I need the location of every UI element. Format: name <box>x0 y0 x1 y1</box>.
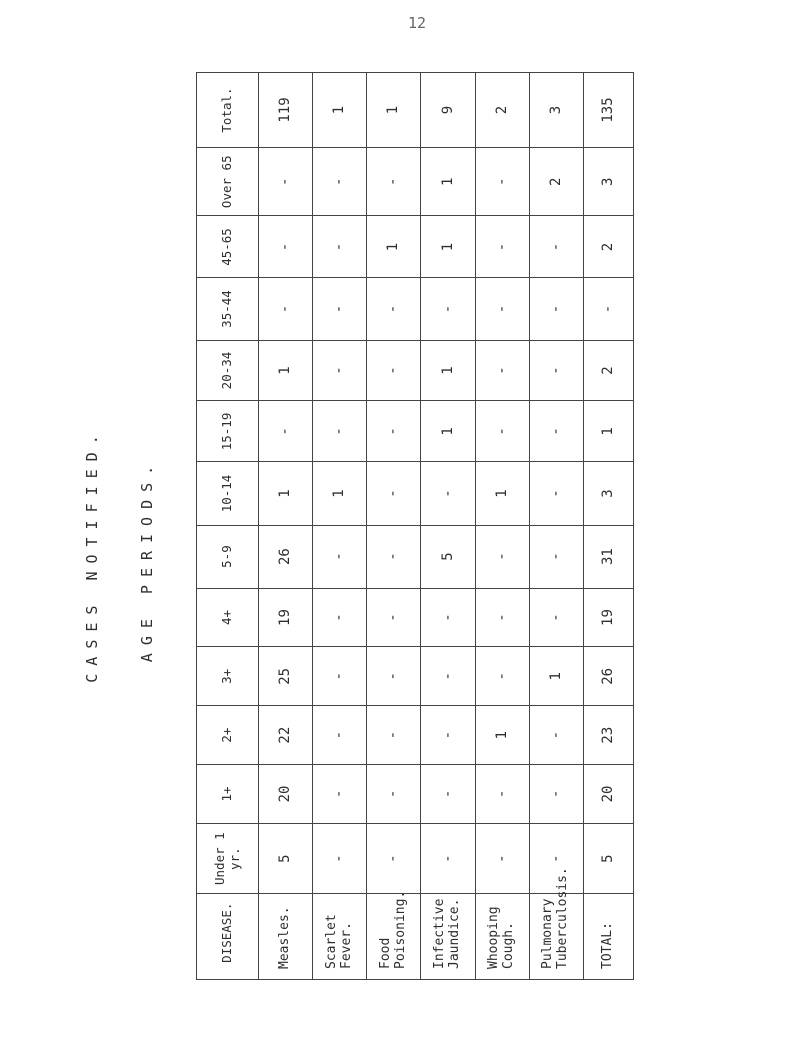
value-cell <box>475 148 529 216</box>
value-cell <box>367 73 421 148</box>
value-text: - <box>331 613 348 622</box>
value-cell <box>421 216 475 278</box>
column-header: 45-65 <box>197 216 259 278</box>
value-cell <box>313 278 367 340</box>
value-cell <box>259 588 313 647</box>
value-text: 22 <box>277 726 294 744</box>
value-cell <box>475 706 529 765</box>
value-cell <box>529 525 583 588</box>
value-cell <box>313 706 367 765</box>
value-text: - <box>599 304 616 314</box>
value-text: 1 <box>277 366 294 375</box>
value-text: - <box>493 304 510 314</box>
value-cell <box>583 647 633 706</box>
value-text: - <box>439 672 456 681</box>
value-text: 2 <box>599 242 616 252</box>
value-cell <box>583 462 633 525</box>
value-text: 2 <box>493 105 510 115</box>
value-cell <box>259 148 313 216</box>
value-text: 25 <box>277 667 294 685</box>
value-cell <box>313 216 367 278</box>
value-cell <box>313 525 367 588</box>
value-text: 1 <box>385 105 402 115</box>
disease-cell: Pulmonary Tuberculosis. <box>529 894 583 980</box>
column-header: 35-44 <box>197 278 259 340</box>
value-text: 20 <box>277 785 294 803</box>
value-cell <box>529 765 583 824</box>
value-cell <box>367 706 421 765</box>
value-cell <box>421 148 475 216</box>
value-text: 1 <box>331 105 348 115</box>
value-cell <box>259 73 313 148</box>
value-text: 1 <box>439 366 456 375</box>
value-text: - <box>331 366 348 375</box>
value-cell <box>313 148 367 216</box>
value-text: - <box>385 730 402 740</box>
value-cell <box>259 340 313 401</box>
column-header: 4+ <box>197 588 259 647</box>
value-cell <box>529 148 583 216</box>
value-text: - <box>439 489 456 498</box>
value-cell <box>259 462 313 525</box>
value-text: - <box>385 489 402 498</box>
value-text: - <box>547 427 564 436</box>
value-cell <box>313 765 367 824</box>
table-container <box>196 72 634 980</box>
value-text: - <box>439 304 456 314</box>
value-text: 3 <box>547 105 564 115</box>
value-text: 2 <box>547 177 564 186</box>
value-text: 2 <box>599 366 616 375</box>
value-text: - <box>547 854 564 863</box>
value-text: - <box>493 427 510 436</box>
value-cell <box>313 647 367 706</box>
value-text: 1 <box>277 489 294 498</box>
value-cell <box>421 525 475 588</box>
value-text: - <box>493 366 510 375</box>
value-cell <box>259 706 313 765</box>
value-text: 31 <box>599 548 616 565</box>
value-cell <box>421 706 475 765</box>
value-cell <box>421 765 475 824</box>
table-row <box>313 73 367 980</box>
value-cell <box>475 765 529 824</box>
value-cell <box>367 216 421 278</box>
table-row <box>367 73 421 980</box>
disease-cell: Measles. <box>259 894 313 980</box>
value-text: 1 <box>385 242 402 252</box>
value-cell <box>475 823 529 894</box>
value-text: 23 <box>599 726 616 744</box>
value-cell <box>367 278 421 340</box>
value-text: - <box>385 177 402 186</box>
disease-cell: Scarlet Fever. <box>313 894 367 980</box>
value-cell <box>367 340 421 401</box>
value-text: - <box>547 552 564 561</box>
value-text: - <box>385 427 402 436</box>
value-text: - <box>547 613 564 622</box>
heading-age-periods-text: AGE PERIODS. <box>138 457 156 663</box>
value-cell <box>529 647 583 706</box>
value-text: 1 <box>439 427 456 436</box>
heading-cases-notified-text: CASES NOTIFIED. <box>83 427 101 683</box>
value-text: - <box>331 730 348 740</box>
value-cell <box>367 765 421 824</box>
disease-cell: Infective Jaundice. <box>421 894 475 980</box>
value-cell <box>367 525 421 588</box>
cases-table <box>196 72 634 980</box>
value-cell <box>475 401 529 462</box>
value-text: - <box>439 613 456 622</box>
value-text: - <box>493 789 510 799</box>
value-text: 3 <box>599 177 616 186</box>
disease-cell: TOTAL: <box>583 894 633 980</box>
value-text: - <box>547 730 564 740</box>
value-cell <box>583 216 633 278</box>
value-cell <box>259 765 313 824</box>
value-cell <box>583 525 633 588</box>
value-text: - <box>331 242 348 252</box>
value-text: - <box>493 672 510 681</box>
value-cell <box>583 823 633 894</box>
column-header: 3+ <box>197 647 259 706</box>
column-header: Under 1 yr. <box>197 823 259 894</box>
value-text: - <box>277 427 294 436</box>
value-cell <box>529 216 583 278</box>
value-text: - <box>547 304 564 314</box>
value-cell <box>583 401 633 462</box>
value-cell <box>583 73 633 148</box>
value-cell <box>313 823 367 894</box>
column-header: 2+ <box>197 706 259 765</box>
value-cell <box>529 73 583 148</box>
column-header: Over 65 <box>197 148 259 216</box>
value-cell <box>367 588 421 647</box>
value-cell <box>475 340 529 401</box>
value-cell <box>583 340 633 401</box>
value-cell <box>421 823 475 894</box>
value-text: 5 <box>439 552 456 561</box>
value-cell <box>313 340 367 401</box>
value-cell <box>313 462 367 525</box>
value-text: 135 <box>599 97 616 123</box>
value-text: - <box>331 177 348 186</box>
disease-cell: Whooping Cough. <box>475 894 529 980</box>
value-text: 1 <box>331 489 348 498</box>
value-text: 1 <box>439 242 456 252</box>
table-row <box>475 73 529 980</box>
value-text: 5 <box>277 854 294 863</box>
value-cell <box>421 647 475 706</box>
value-cell <box>367 148 421 216</box>
value-text: 5 <box>599 854 616 863</box>
total-row <box>583 73 633 980</box>
value-text: - <box>439 854 456 863</box>
header-row <box>197 73 259 980</box>
value-text: 26 <box>599 667 616 685</box>
value-text: 9 <box>439 105 456 115</box>
table-row <box>529 73 583 980</box>
value-cell <box>259 216 313 278</box>
value-text: 1 <box>493 489 510 498</box>
value-text: - <box>547 789 564 799</box>
table-row <box>421 73 475 980</box>
value-text: - <box>385 854 402 863</box>
value-cell <box>529 706 583 765</box>
value-text: - <box>439 789 456 799</box>
value-text: - <box>439 730 456 740</box>
value-cell <box>583 148 633 216</box>
value-cell <box>475 462 529 525</box>
value-text: 19 <box>277 609 294 626</box>
value-cell <box>367 647 421 706</box>
value-cell <box>313 401 367 462</box>
column-header: 15-19 <box>197 401 259 462</box>
value-cell <box>259 401 313 462</box>
value-text: - <box>547 366 564 375</box>
value-cell <box>583 278 633 340</box>
value-text: - <box>385 613 402 622</box>
value-text: - <box>331 854 348 863</box>
column-header: 1+ <box>197 765 259 824</box>
value-text: 1 <box>599 427 616 436</box>
value-text: 3 <box>599 489 616 498</box>
value-text: - <box>385 789 402 799</box>
value-text: - <box>385 304 402 314</box>
value-cell <box>475 647 529 706</box>
value-cell <box>529 340 583 401</box>
value-cell <box>475 73 529 148</box>
table-body <box>259 73 634 980</box>
value-text: 119 <box>277 97 294 123</box>
value-cell <box>259 278 313 340</box>
value-cell <box>421 340 475 401</box>
column-header: 10-14 <box>197 462 259 525</box>
value-text: - <box>493 854 510 863</box>
value-cell <box>475 278 529 340</box>
value-text: 1 <box>439 177 456 186</box>
value-cell <box>367 823 421 894</box>
value-text: - <box>331 304 348 314</box>
value-cell <box>475 588 529 647</box>
value-text: - <box>385 366 402 375</box>
value-text: - <box>277 242 294 252</box>
value-text: - <box>277 304 294 314</box>
value-cell <box>421 401 475 462</box>
disease-cell: Food Poisoning. <box>367 894 421 980</box>
value-cell <box>475 525 529 588</box>
rotated-table <box>196 72 634 980</box>
value-text: - <box>493 552 510 561</box>
value-cell <box>529 401 583 462</box>
value-text: - <box>385 672 402 681</box>
value-text: 20 <box>599 785 616 803</box>
value-cell <box>583 588 633 647</box>
value-text: - <box>547 489 564 498</box>
value-cell <box>421 278 475 340</box>
value-text: - <box>331 427 348 436</box>
value-cell <box>367 401 421 462</box>
value-cell <box>259 823 313 894</box>
page-number: 12 <box>408 14 427 32</box>
value-cell <box>529 462 583 525</box>
value-cell <box>583 706 633 765</box>
value-cell <box>475 216 529 278</box>
value-text: - <box>493 177 510 186</box>
value-text: 1 <box>547 672 564 681</box>
value-text: - <box>385 552 402 561</box>
column-header-disease: DISEASE. <box>197 894 259 980</box>
value-text: - <box>493 242 510 252</box>
table-row <box>259 73 313 980</box>
value-cell <box>529 588 583 647</box>
value-text: - <box>331 672 348 681</box>
value-cell <box>313 73 367 148</box>
value-cell <box>421 588 475 647</box>
value-cell <box>313 588 367 647</box>
value-text: - <box>331 789 348 799</box>
value-cell <box>259 525 313 588</box>
value-text: - <box>331 552 348 561</box>
value-text: 1 <box>493 730 510 740</box>
value-text: - <box>493 613 510 622</box>
value-text: 26 <box>277 548 294 565</box>
value-cell <box>367 462 421 525</box>
column-header: 20-34 <box>197 340 259 401</box>
value-cell <box>259 647 313 706</box>
value-cell <box>421 73 475 148</box>
value-text: 19 <box>599 609 616 626</box>
value-cell <box>583 765 633 824</box>
column-header: Total. <box>197 73 259 148</box>
value-text: - <box>277 177 294 186</box>
column-header: 5-9 <box>197 525 259 588</box>
value-text: - <box>547 242 564 252</box>
value-cell <box>529 278 583 340</box>
value-cell <box>421 462 475 525</box>
